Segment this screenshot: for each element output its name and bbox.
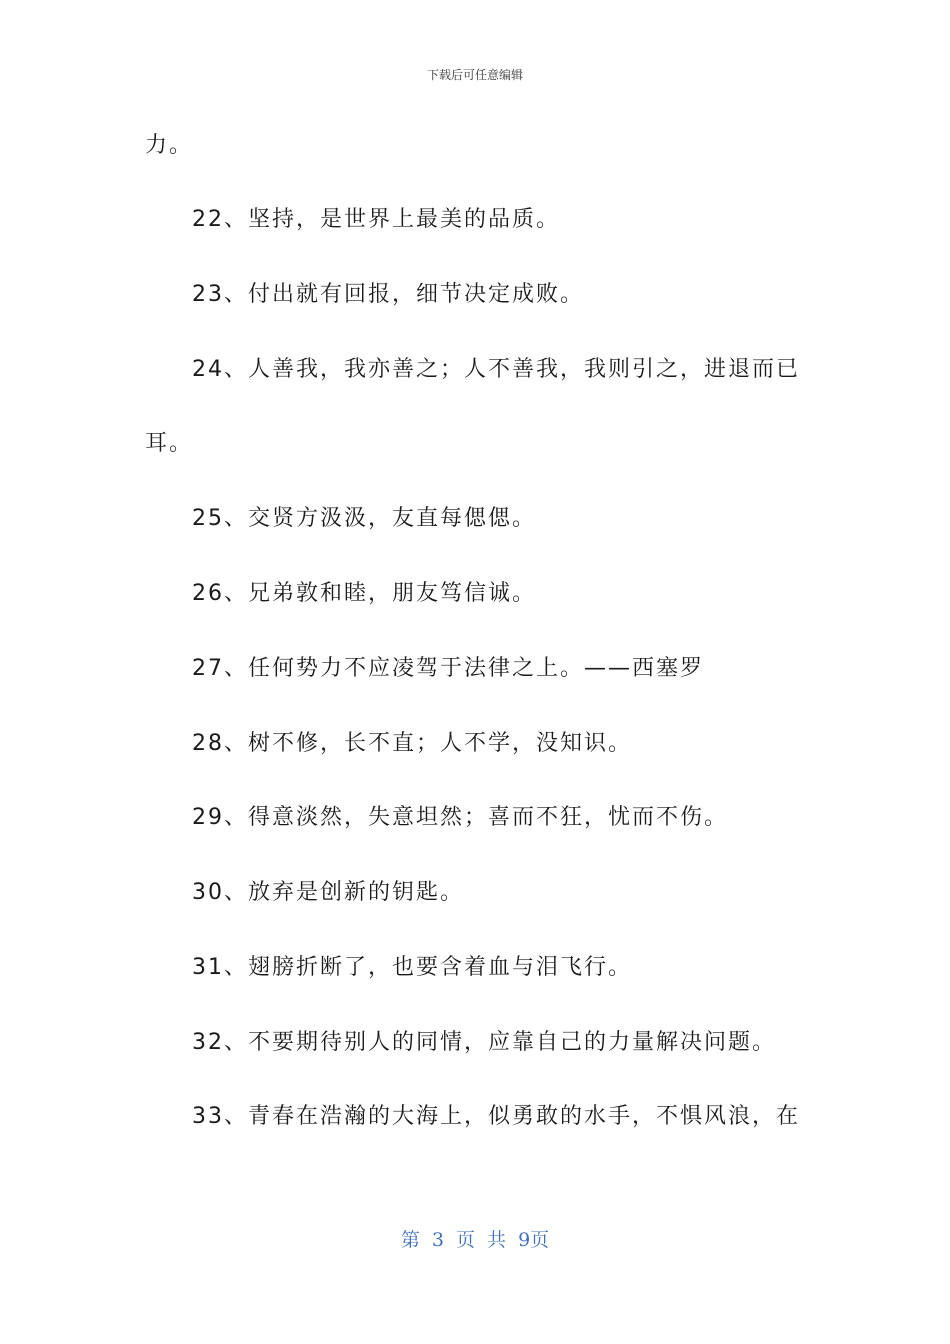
- page-number: 第 3 页 共 9页: [400, 1229, 550, 1251]
- text-line: 32、不要期待别人的同情，应靠自己的力量解决问题。: [192, 1030, 776, 1055]
- text-line: 29、得意淡然，失意坦然；喜而不狂，忧而不伤。: [192, 805, 728, 830]
- text-line: 31、翅膀折断了，也要含着血与泪飞行。: [192, 955, 632, 980]
- text-line: 27、任何势力不应凌驾于法律之上。——西塞罗: [192, 656, 704, 681]
- page-header: 下载后可任意编辑: [426, 68, 523, 82]
- text-line: 22、坚持，是世界上最美的品质。: [192, 207, 560, 232]
- text-line: 力。: [145, 133, 194, 158]
- text-line: 23、付出就有回报，细节决定成败。: [192, 282, 584, 307]
- text-line: 28、树不修，长不直；人不学，没知识。: [192, 731, 632, 756]
- text-line: 26、兄弟敦和睦，朋友笃信诚。: [192, 581, 536, 606]
- text-line: 25、交贤方汲汲，友直每偲偲。: [192, 506, 536, 531]
- text-line: 24、人善我，我亦善之；人不善我，我则引之，进退而已: [192, 357, 800, 382]
- text-line: 30、放弃是创新的钥匙。: [192, 880, 464, 905]
- text-line: 耳。: [145, 431, 194, 456]
- text-line: 33、青春在浩瀚的大海上，似勇敢的水手，不惧风浪，在: [192, 1104, 800, 1129]
